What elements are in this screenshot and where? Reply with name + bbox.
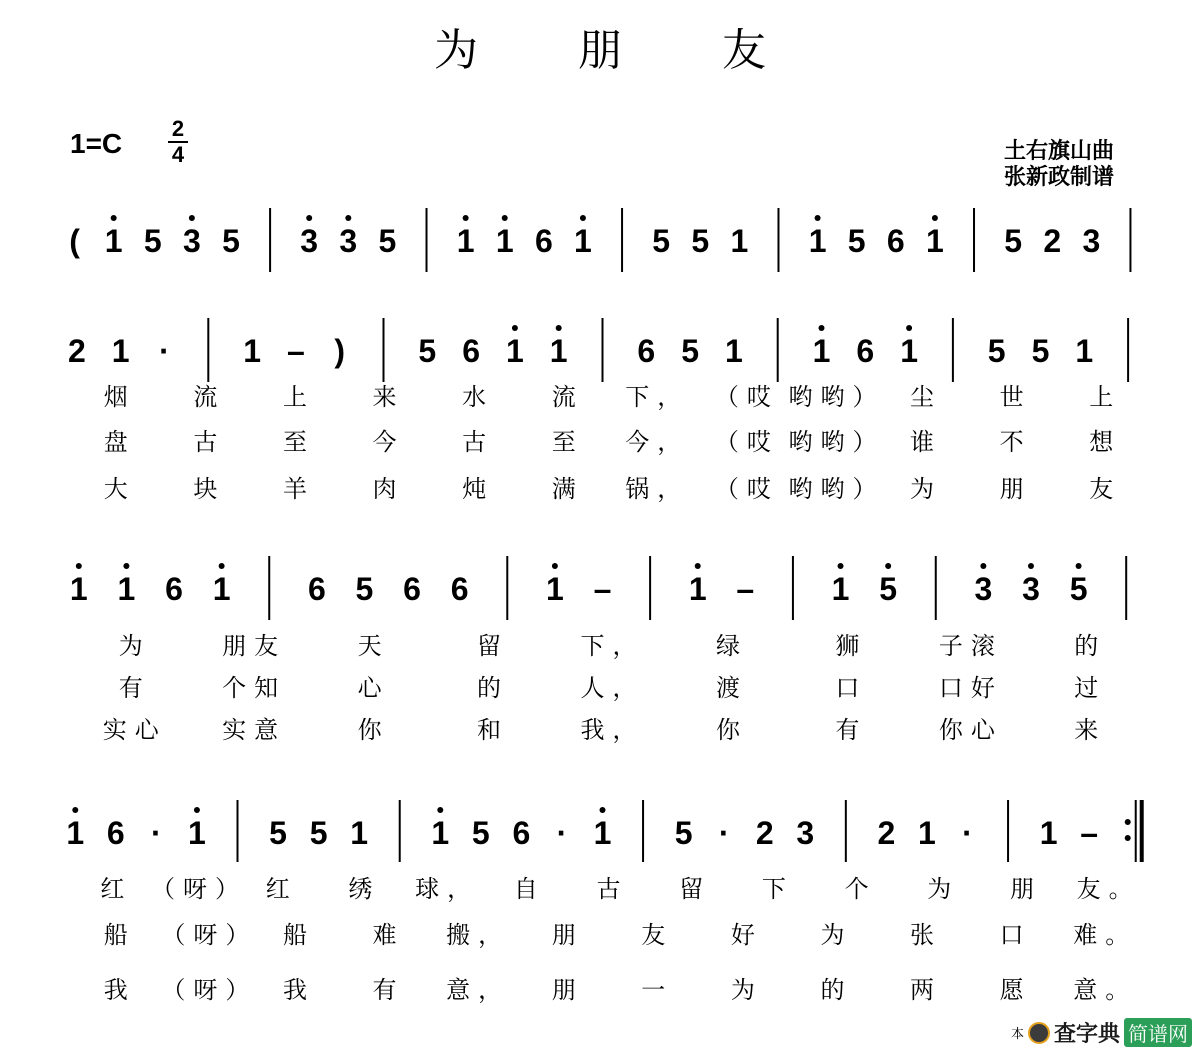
lyric-word: 两	[910, 976, 943, 1004]
lyric-word: 来	[372, 383, 405, 411]
lyric-word: 下，	[580, 632, 645, 660]
note: 1	[104, 223, 123, 259]
note: 1	[506, 333, 524, 369]
lyric-word: 至	[282, 428, 315, 456]
lyric-word: 实心	[102, 716, 167, 744]
note: 2	[68, 333, 86, 369]
octave-dot	[463, 215, 469, 221]
lyric-word: 我，	[580, 716, 645, 744]
watermark-tag: 简谱网	[1124, 1018, 1192, 1047]
note: ·	[159, 333, 170, 369]
lyric-word: 和	[477, 716, 510, 744]
lyric-word: 个知	[222, 674, 287, 702]
octave-dot	[815, 215, 821, 221]
octave-dot	[512, 325, 518, 331]
octave-dot	[600, 807, 606, 813]
lyric-word: 流	[551, 383, 584, 411]
lyric-word: 为	[730, 976, 763, 1004]
lyric-word: 口	[835, 674, 868, 702]
note: 6	[462, 333, 480, 369]
lyric-word: 古	[596, 875, 629, 903]
lyric-word: 船	[103, 921, 136, 949]
lyric-word: 难	[372, 921, 405, 949]
note: 1	[900, 333, 918, 369]
note: 1	[574, 223, 592, 259]
note: 6	[307, 571, 326, 607]
note: 6	[106, 815, 125, 851]
note: 5	[222, 223, 240, 259]
octave-dot	[76, 563, 82, 569]
note: 1	[495, 223, 514, 259]
note: 1	[549, 333, 568, 369]
lyric-word: （哎	[714, 383, 779, 411]
note: 1	[243, 333, 261, 369]
note: 6	[450, 571, 469, 607]
note: 2	[1043, 223, 1062, 259]
note: 5	[879, 571, 898, 607]
note: 1	[1039, 815, 1058, 851]
lyric-word: 为	[910, 475, 943, 503]
lyric-word: 我	[103, 976, 136, 1004]
lyric-word: 过	[1074, 674, 1107, 702]
note: 1	[431, 815, 450, 851]
note: 5	[418, 333, 437, 369]
lyric-word: 下	[761, 875, 794, 903]
octave-dot	[906, 325, 912, 331]
note: 1	[1075, 333, 1094, 369]
lyric-word: 朋	[551, 976, 584, 1004]
note: ·	[556, 815, 568, 851]
lyric-word: 上	[282, 383, 315, 411]
lyric-word: 搬，	[446, 921, 511, 949]
note: 5	[847, 223, 866, 259]
lyric-word: 古	[193, 428, 226, 456]
lyric-word: 下，	[625, 383, 690, 411]
lyric-word: 的	[477, 674, 510, 702]
lyric-word: 留	[679, 875, 712, 903]
octave-dot	[189, 215, 195, 221]
repeat-dot	[1125, 835, 1131, 841]
lyric-word: 意。	[1073, 976, 1138, 1004]
note: 6	[403, 571, 421, 607]
note: 5	[355, 571, 374, 607]
note: ·	[718, 815, 730, 851]
note: 3	[1082, 223, 1101, 259]
note: 6	[165, 571, 183, 607]
note: 5	[378, 223, 397, 259]
note: 1	[350, 815, 369, 851]
lyric-word: 自	[513, 875, 546, 903]
lyric-word: 上	[1089, 383, 1122, 411]
note: 1	[831, 571, 850, 607]
key-signature: 1=C	[70, 128, 123, 159]
watermark-small: 本	[1010, 1027, 1024, 1042]
lyric-word: 想	[1089, 428, 1122, 456]
note: 5	[674, 815, 693, 851]
octave-dot	[111, 215, 117, 221]
lyric-word: （哎	[714, 428, 779, 456]
lyric-word: 红	[265, 875, 298, 903]
octave-dot	[1028, 563, 1034, 569]
note: 5	[1031, 333, 1050, 369]
octave-dot	[885, 563, 891, 569]
lyric-word: 你心	[938, 716, 1003, 744]
lyric-word: 朋	[551, 921, 584, 949]
credits-arranger: 张新政制谱	[1003, 164, 1114, 190]
lyric-word: 不	[999, 428, 1032, 456]
lyric-word: 今	[372, 428, 405, 456]
note: ·	[151, 815, 162, 851]
lyric-word: 盘	[103, 428, 136, 456]
lyric-word: 为	[927, 875, 960, 903]
note: 3	[182, 223, 201, 259]
credits-origin: 土右旗山曲	[1003, 138, 1114, 164]
lyric-word: 有	[372, 976, 405, 1004]
lyric-word: 大	[103, 475, 136, 503]
note: 6	[534, 223, 553, 259]
lyric-word: 古	[462, 428, 495, 456]
lyric-word: 至	[551, 428, 584, 456]
lyric-word: 留	[477, 632, 510, 660]
note: 1	[808, 223, 827, 259]
note: 3	[1022, 571, 1040, 607]
lyric-word: 来	[1074, 716, 1107, 744]
watermark-brand: 查字典	[1053, 1022, 1120, 1047]
lyric-word: 口好	[938, 674, 1003, 702]
note: 1	[926, 223, 944, 259]
lyric-word: 你	[715, 716, 748, 744]
note: (	[69, 223, 80, 259]
note: 3	[339, 223, 358, 259]
note: 6	[637, 333, 656, 369]
octave-dot	[980, 563, 986, 569]
lyric-word: 炖	[462, 475, 495, 503]
octave-dot	[194, 807, 200, 813]
lyric-word: 实意	[222, 716, 287, 744]
note: 5	[471, 815, 490, 851]
note: 2	[755, 815, 774, 851]
octave-dot	[345, 215, 351, 221]
lyric-word: 朋友	[222, 632, 287, 660]
lyric-word: 谁	[910, 428, 943, 456]
note: 1	[69, 571, 88, 607]
mascot-icon	[1028, 1022, 1050, 1044]
lyric-word: 的	[1074, 632, 1107, 660]
octave-dot	[72, 807, 78, 813]
note: –	[1080, 815, 1099, 851]
note: 5	[309, 815, 328, 851]
note: 1	[730, 223, 749, 259]
lyric-word: 尘	[910, 383, 943, 411]
octave-dot	[306, 215, 312, 221]
note: 1	[188, 815, 206, 851]
note: 5	[652, 223, 671, 259]
octave-dot	[502, 215, 508, 221]
note: )	[334, 333, 346, 369]
lyric-word: 子滚	[938, 632, 1003, 660]
note: 5	[987, 333, 1006, 369]
note: 6	[512, 815, 531, 851]
lyric-word: 好	[730, 921, 763, 949]
lyric-word: 满	[551, 475, 584, 503]
note: –	[593, 571, 612, 607]
note: 6	[886, 223, 905, 259]
lyric-word: 难。	[1073, 921, 1138, 949]
lyric-word: 哟哟）	[788, 428, 885, 456]
lyric-word: 张	[910, 921, 943, 949]
octave-dot	[838, 563, 844, 569]
octave-dot	[123, 563, 129, 569]
note: 1	[212, 571, 231, 607]
note: 5	[681, 333, 699, 369]
octave-dot	[219, 563, 225, 569]
lyric-word: （呀）	[161, 921, 258, 949]
lyric-word: （呀）	[151, 875, 248, 903]
repeat-dot	[1125, 819, 1131, 825]
lyric-word: 水	[462, 383, 495, 411]
note: 1	[456, 223, 475, 259]
lyric-word: 流	[193, 383, 226, 411]
lyric-word: 为	[820, 921, 853, 949]
time-signature-top: 2	[171, 116, 185, 141]
lyric-word: 渡	[715, 674, 748, 702]
octave-dot	[580, 215, 586, 221]
note: 1	[688, 571, 707, 607]
note: 2	[877, 815, 896, 851]
note: 1	[117, 571, 136, 607]
lyric-word: 烟	[103, 383, 136, 411]
lyric-word: 人，	[580, 674, 645, 702]
octave-dot	[1076, 563, 1082, 569]
lyric-word: 绿	[715, 632, 748, 660]
lyric-word: 肉	[372, 475, 405, 503]
lyric-word: 锅，	[625, 475, 690, 503]
lyric-word: 口	[999, 921, 1032, 949]
lyric-word: 红	[100, 875, 133, 903]
note: ·	[962, 815, 973, 851]
octave-dot	[552, 563, 558, 569]
octave-dot	[932, 215, 938, 221]
lyric-word: 个	[844, 875, 877, 903]
octave-dot	[556, 325, 562, 331]
lyric-word: 愿	[999, 976, 1032, 1004]
note: 5	[691, 223, 710, 259]
note: –	[287, 333, 305, 369]
octave-dot	[437, 807, 443, 813]
note: 3	[974, 571, 993, 607]
note: 3	[300, 223, 319, 259]
octave-dot	[819, 325, 825, 331]
lyric-word: 哟哟）	[788, 383, 885, 411]
lyric-word: 为	[118, 632, 151, 660]
lyric-word: 朋	[1009, 875, 1042, 903]
note: 5	[1004, 223, 1023, 259]
lyric-word: 球，	[415, 875, 480, 903]
lyric-word: 有	[835, 716, 868, 744]
song-title: 为朋友	[434, 25, 866, 76]
note: 1	[812, 333, 831, 369]
note: 5	[143, 223, 162, 259]
watermark	[1011, 1017, 1192, 1048]
lyric-word: 我	[282, 976, 315, 1004]
octave-dot	[695, 563, 701, 569]
lyric-word: 块	[193, 475, 226, 503]
lyric-word: 心	[357, 674, 390, 702]
note: 1	[545, 571, 564, 607]
note: 1	[725, 333, 743, 369]
note: 3	[796, 815, 815, 851]
lyric-word: 朋	[999, 475, 1032, 503]
lyric-word: 绣	[348, 875, 381, 903]
lyric-word: 的	[820, 976, 853, 1004]
lyric-word: 友	[641, 921, 674, 949]
lyric-word: 狮	[835, 632, 868, 660]
note: 6	[856, 333, 875, 369]
lyric-word: 友	[1089, 475, 1122, 503]
note: 1	[918, 815, 936, 851]
note: 1	[111, 333, 130, 369]
note: 5	[269, 815, 287, 851]
lyric-word: 意，	[446, 976, 511, 1004]
note: 1	[593, 815, 612, 851]
lyric-word: 哟哟）	[788, 475, 885, 503]
lyric-word: （哎	[714, 475, 779, 503]
lyric-word: 今，	[625, 428, 690, 456]
note: 5	[1069, 571, 1088, 607]
lyric-word: 世	[999, 383, 1032, 411]
note: 1	[66, 815, 85, 851]
lyric-word: 羊	[282, 475, 315, 503]
lyric-word: 天	[357, 632, 390, 660]
lyric-word: 友。	[1076, 875, 1141, 903]
lyric-word: （呀）	[161, 976, 258, 1004]
lyric-word: 有	[118, 674, 151, 702]
time-signature-bottom: 4	[171, 142, 185, 167]
lyric-word: 船	[282, 921, 315, 949]
note: –	[736, 571, 755, 607]
lyric-word: 你	[357, 716, 390, 744]
lyric-word: 一	[641, 976, 674, 1004]
